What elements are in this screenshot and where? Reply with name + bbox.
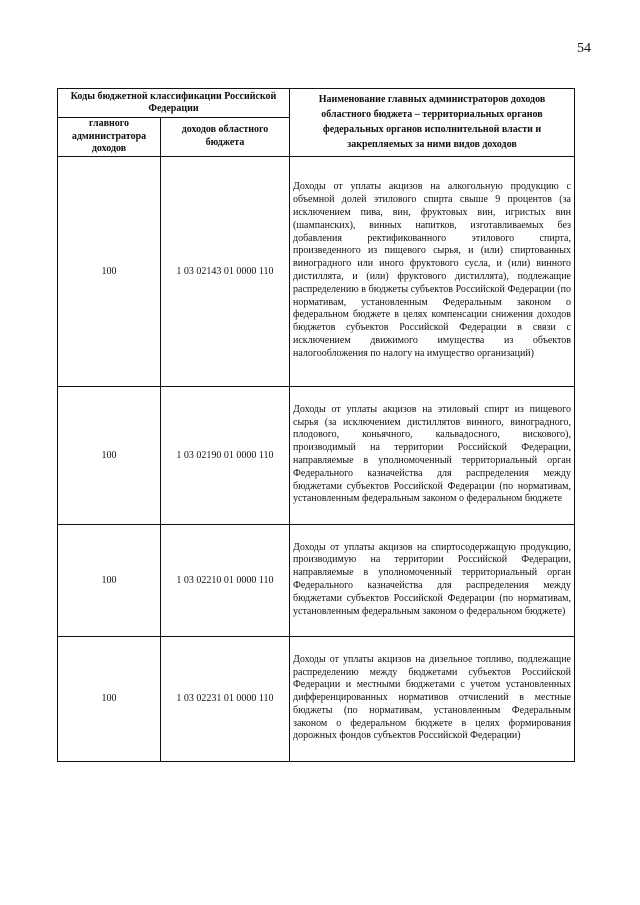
admin-code-cell: 100 bbox=[58, 524, 161, 636]
income-code-cell: 1 03 02231 01 0000 110 bbox=[161, 636, 290, 761]
income-code-cell: 1 03 02143 01 0000 110 bbox=[161, 156, 290, 386]
budget-classification-table bbox=[57, 88, 575, 762]
header-administrator-name: Наименование главных администраторов доходов областного бюджета – территориальных органов федеральных органов исполнительной власти и закрепляемых за ними видов доходов bbox=[290, 89, 575, 157]
income-description-cell: Доходы от уплаты акцизов на спиртосодержащую продукцию, производимую на территории Российской Федерации, направляемые в уполномоченный территориальный орган Федерального казначейства для распределения между бюджетами субъектов Российской Федерации (по нормативам, установленным федеральным законом о федеральном бюджете) bbox=[290, 524, 575, 636]
admin-code-cell: 100 bbox=[58, 386, 161, 524]
table-row bbox=[58, 636, 575, 761]
header-budget-codes: Коды бюджетной классификации Российской Федерации bbox=[58, 89, 290, 118]
table-row bbox=[58, 156, 575, 386]
table-row bbox=[58, 524, 575, 636]
header-main-administrator: главного администратора доходов bbox=[58, 118, 161, 157]
income-description-cell: Доходы от уплаты акцизов на алкогольную продукцию с объемной долей этилового спирта свыше 9 процентов (за исключением пива, вин, фруктовых вин, игристых вин (шампанских), винных напитков, изготавливаемых без добавления ректификованного этилового спирта, произведенного из пищевого сырья, и (или) спиртованных виноградного или иного фруктового сусла, и (или) винного дистиллята, и (или) фруктового дистиллята), подлежащие распределению в бюджеты субъектов Российской Федерации (по нормативам, установленным Федеральным законом о федеральном бюджете в целях компенсации снижения доходов бюджетов субъектов Российской Федерации в связи с исключением движимого имущества из объектов налогообложения по налогу на имущество организаций) bbox=[290, 156, 575, 386]
admin-code-cell: 100 bbox=[58, 156, 161, 386]
admin-code-cell: 100 bbox=[58, 636, 161, 761]
income-description-cell: Доходы от уплаты акцизов на дизельное топливо, подлежащие распределению между бюджетами субъектов Российской Федерации и местными бюджетами с учетом установленных дифференцированных нормативов отчислений в местные бюджеты (по нормативам, установленным Федеральным законом о федеральном бюджете в целях формирования дорожных фондов субъектов Российской Федерации) bbox=[290, 636, 575, 761]
table-row bbox=[58, 386, 575, 524]
income-description-cell: Доходы от уплаты акцизов на этиловый спирт из пищевого сырья (за исключением дистиллятов винного, виноградного, плодового, коньячного, кальвадосного, вискового), производимый на территории Российской Федерации, направляемые в уполномоченный территориальный орган Федерального казначейства для распределения между бюджетами субъектов Российской Федерации (по нормативам, установленным федеральным законом о федеральном бюджете bbox=[290, 386, 575, 524]
page-number: 54 bbox=[577, 41, 591, 56]
income-code-cell: 1 03 02190 01 0000 110 bbox=[161, 386, 290, 524]
header-regional-income: доходов областного бюджета bbox=[161, 118, 290, 157]
income-code-cell: 1 03 02210 01 0000 110 bbox=[161, 524, 290, 636]
